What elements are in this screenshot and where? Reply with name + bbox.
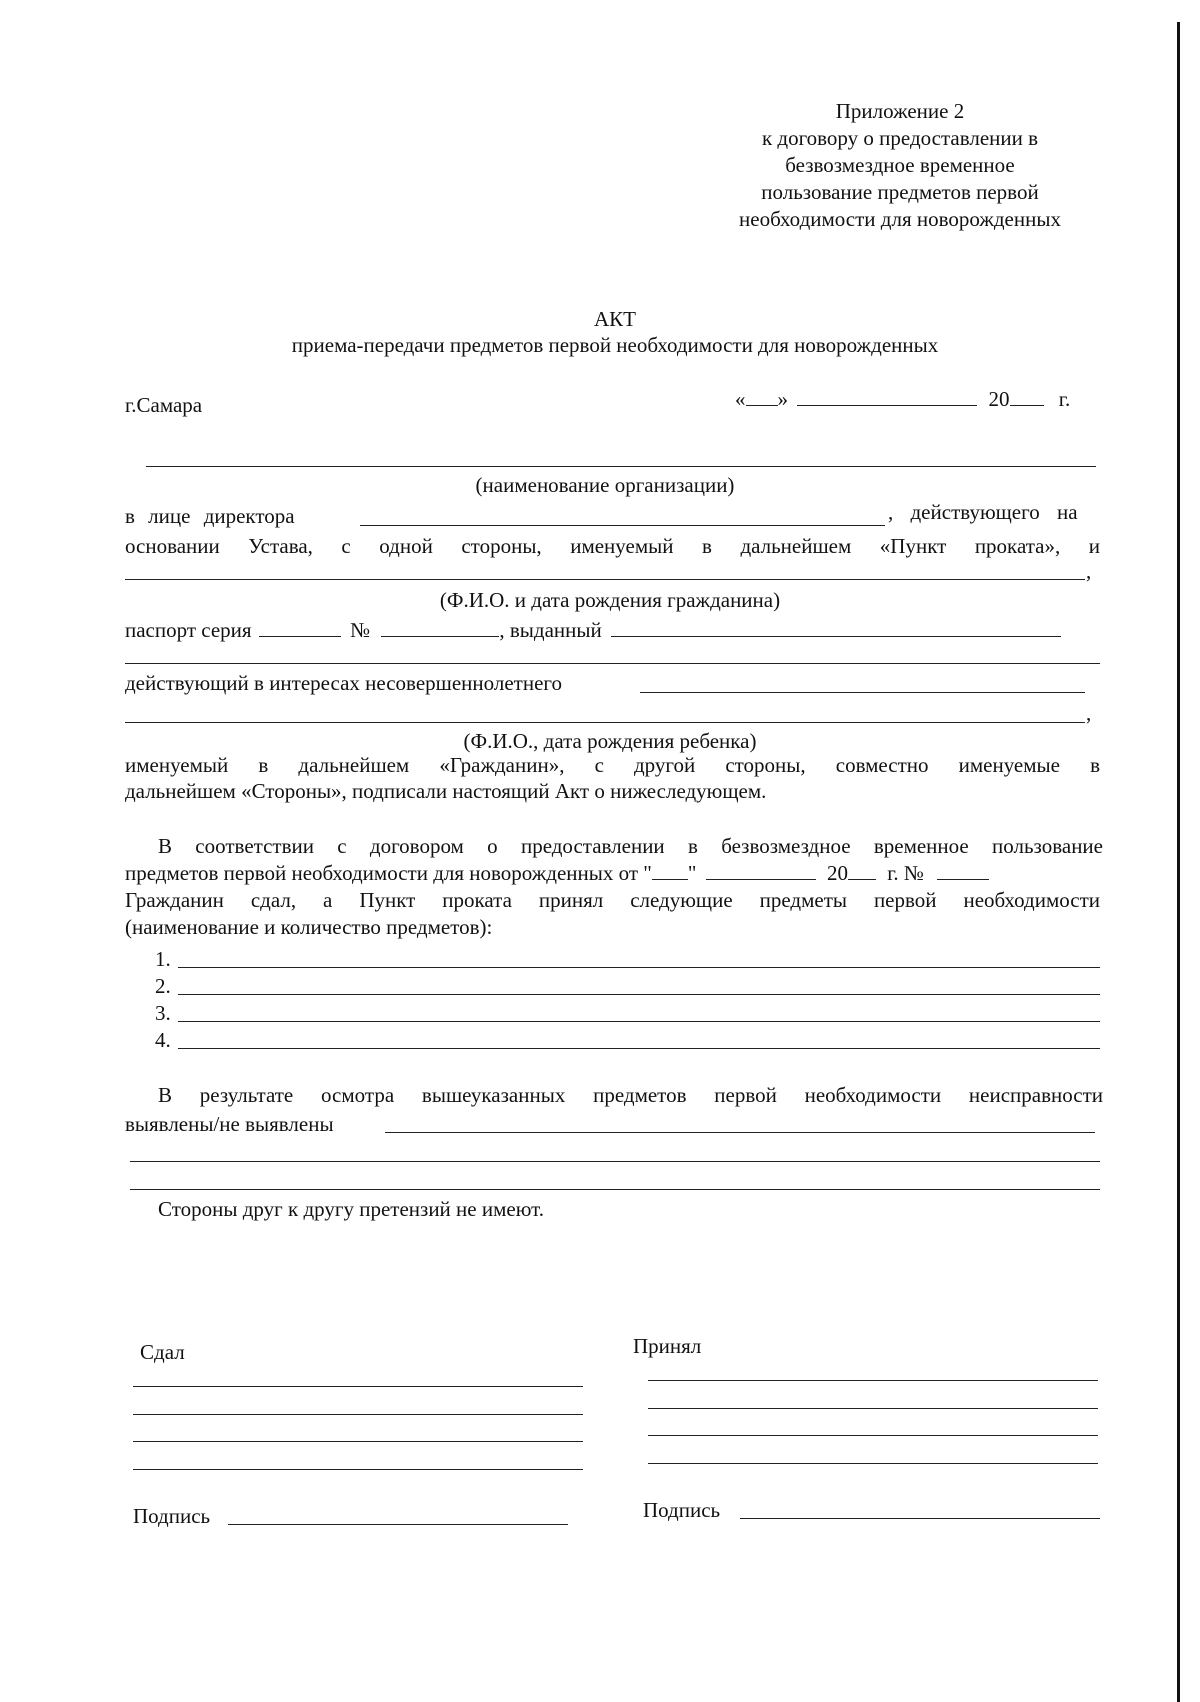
citizen-caption: (Ф.И.О. и дата рождения гражданина) <box>439 588 781 612</box>
passport-number-label: № <box>350 618 371 642</box>
place: г.Самара <box>125 393 203 417</box>
handed-over-signature-field[interactable] <box>228 1524 568 1525</box>
item-field-3[interactable] <box>178 1021 1100 1022</box>
contract-year-prefix: 20 <box>826 861 848 885</box>
inspection-line-1: В результате осмотра вышеуказанных предметов первой необходимости неисправности <box>158 1083 1103 1107</box>
claims-text: Стороны друг к другу претензий не имеют. <box>158 1197 544 1221</box>
appendix-line-5: необходимости для новорожденных <box>739 207 1061 231</box>
appendix-line-4: пользование предметов первой <box>761 180 1039 204</box>
inspection-label: выявлены/не выявлены <box>125 1112 334 1136</box>
year-suffix: г. <box>1058 387 1071 411</box>
handed-over-field-2[interactable] <box>133 1414 583 1415</box>
item-field-2[interactable] <box>178 994 1100 995</box>
date-close-quote: » <box>777 387 788 411</box>
body-line-4: (наименование и количество предметов): <box>125 915 493 939</box>
body-line-1: В соответствии с договором о предоставлении в безвозмездное временное пользование <box>158 834 1103 858</box>
contract-from-label: предметов первой необходимости для новорожденных от " <box>125 861 652 885</box>
director-suffix: , действующего на <box>888 500 1078 524</box>
appendix-line-3: безвозмездное временное <box>785 153 1015 177</box>
contract-number-field[interactable] <box>937 861 989 880</box>
passport-number-field[interactable] <box>381 618 499 637</box>
inspection-field-2[interactable] <box>130 1161 1100 1162</box>
item-number-3: 3. <box>155 1001 171 1025</box>
date-line <box>735 386 1070 412</box>
passport-line <box>125 617 1061 643</box>
issued-by-field[interactable] <box>611 618 1061 637</box>
inspection-field-1[interactable] <box>385 1132 1095 1133</box>
day-field[interactable] <box>746 387 778 406</box>
item-number-1: 1. <box>155 947 171 971</box>
contract-year-field[interactable] <box>848 861 876 880</box>
director-name-field[interactable] <box>360 525 885 526</box>
child-caption: (Ф.И.О., дата рождения ребенка) <box>463 729 757 753</box>
basis-line: основании Устава, с одной стороны, именуемый в дальнейшем «Пункт проката», и <box>125 534 1100 558</box>
contract-number-label: г. № <box>887 861 924 885</box>
contract-day-field[interactable] <box>652 861 688 880</box>
appendix-line-1: Приложение 2 <box>835 99 965 123</box>
received-field-3[interactable] <box>648 1435 1098 1436</box>
contract-month-field[interactable] <box>706 861 816 880</box>
child-name-field[interactable] <box>640 692 1085 693</box>
issued-by-field-2[interactable] <box>125 663 1100 664</box>
handed-over-field-3[interactable] <box>133 1441 583 1442</box>
item-field-1[interactable] <box>178 967 1100 968</box>
appendix-header <box>700 98 1100 233</box>
handed-over-signature-label: Подпись <box>133 1504 211 1528</box>
received-signature-label: Подпись <box>643 1498 721 1522</box>
handed-over-field-1[interactable] <box>133 1386 583 1387</box>
child-name-field-2[interactable] <box>125 722 1085 723</box>
item-number-2: 2. <box>155 974 171 998</box>
citizen-comma: , <box>1086 559 1092 583</box>
appendix-line-2: к договору о предоставлении в <box>761 126 1039 150</box>
passport-series-label: паспорт серия <box>125 618 252 642</box>
acting-label: действующий в интересах несовершеннолетнего <box>125 671 562 695</box>
org-name-caption: (наименование организации) <box>475 473 735 497</box>
issued-label: , выданный <box>499 618 602 642</box>
item-number-4: 4. <box>155 1028 171 1052</box>
month-field[interactable] <box>797 387 977 406</box>
year-prefix: 20 <box>988 387 1010 411</box>
document-title: АКТ <box>594 307 636 331</box>
citizen-name-field[interactable] <box>125 579 1085 580</box>
document-subtitle: приема-передачи предметов первой необходимости для новорожденных <box>291 333 939 357</box>
parties-line-2: дальнейшем «Стороны», подписали настоящий Акт о нижеследующем. <box>125 779 767 803</box>
handed-over-label: Сдал <box>140 1340 185 1364</box>
contract-quote: " <box>687 861 697 885</box>
org-name-field[interactable] <box>146 466 1096 467</box>
inspection-field-3[interactable] <box>130 1189 1100 1190</box>
date-open-quote: « <box>735 387 746 411</box>
received-signature-field[interactable] <box>740 1518 1100 1519</box>
received-label: Принял <box>633 1334 702 1358</box>
child-comma: , <box>1086 701 1092 725</box>
body-line-3: Гражданин сдал, а Пункт проката принял следующие предметы первой необходимости <box>125 888 1100 912</box>
parties-line-1: именуемый в дальнейшем «Гражданин», с другой стороны, совместно именуемые в <box>125 753 1100 777</box>
director-prefix: в лице директора <box>125 504 295 528</box>
body-line-2 <box>125 860 989 886</box>
year-field[interactable] <box>1010 387 1044 406</box>
received-field-4[interactable] <box>648 1463 1098 1464</box>
page-edge-line <box>1177 22 1180 1702</box>
passport-series-field[interactable] <box>259 618 341 637</box>
received-field-2[interactable] <box>648 1408 1098 1409</box>
received-field-1[interactable] <box>648 1380 1098 1381</box>
item-field-4[interactable] <box>178 1048 1100 1049</box>
handed-over-field-4[interactable] <box>133 1469 583 1470</box>
